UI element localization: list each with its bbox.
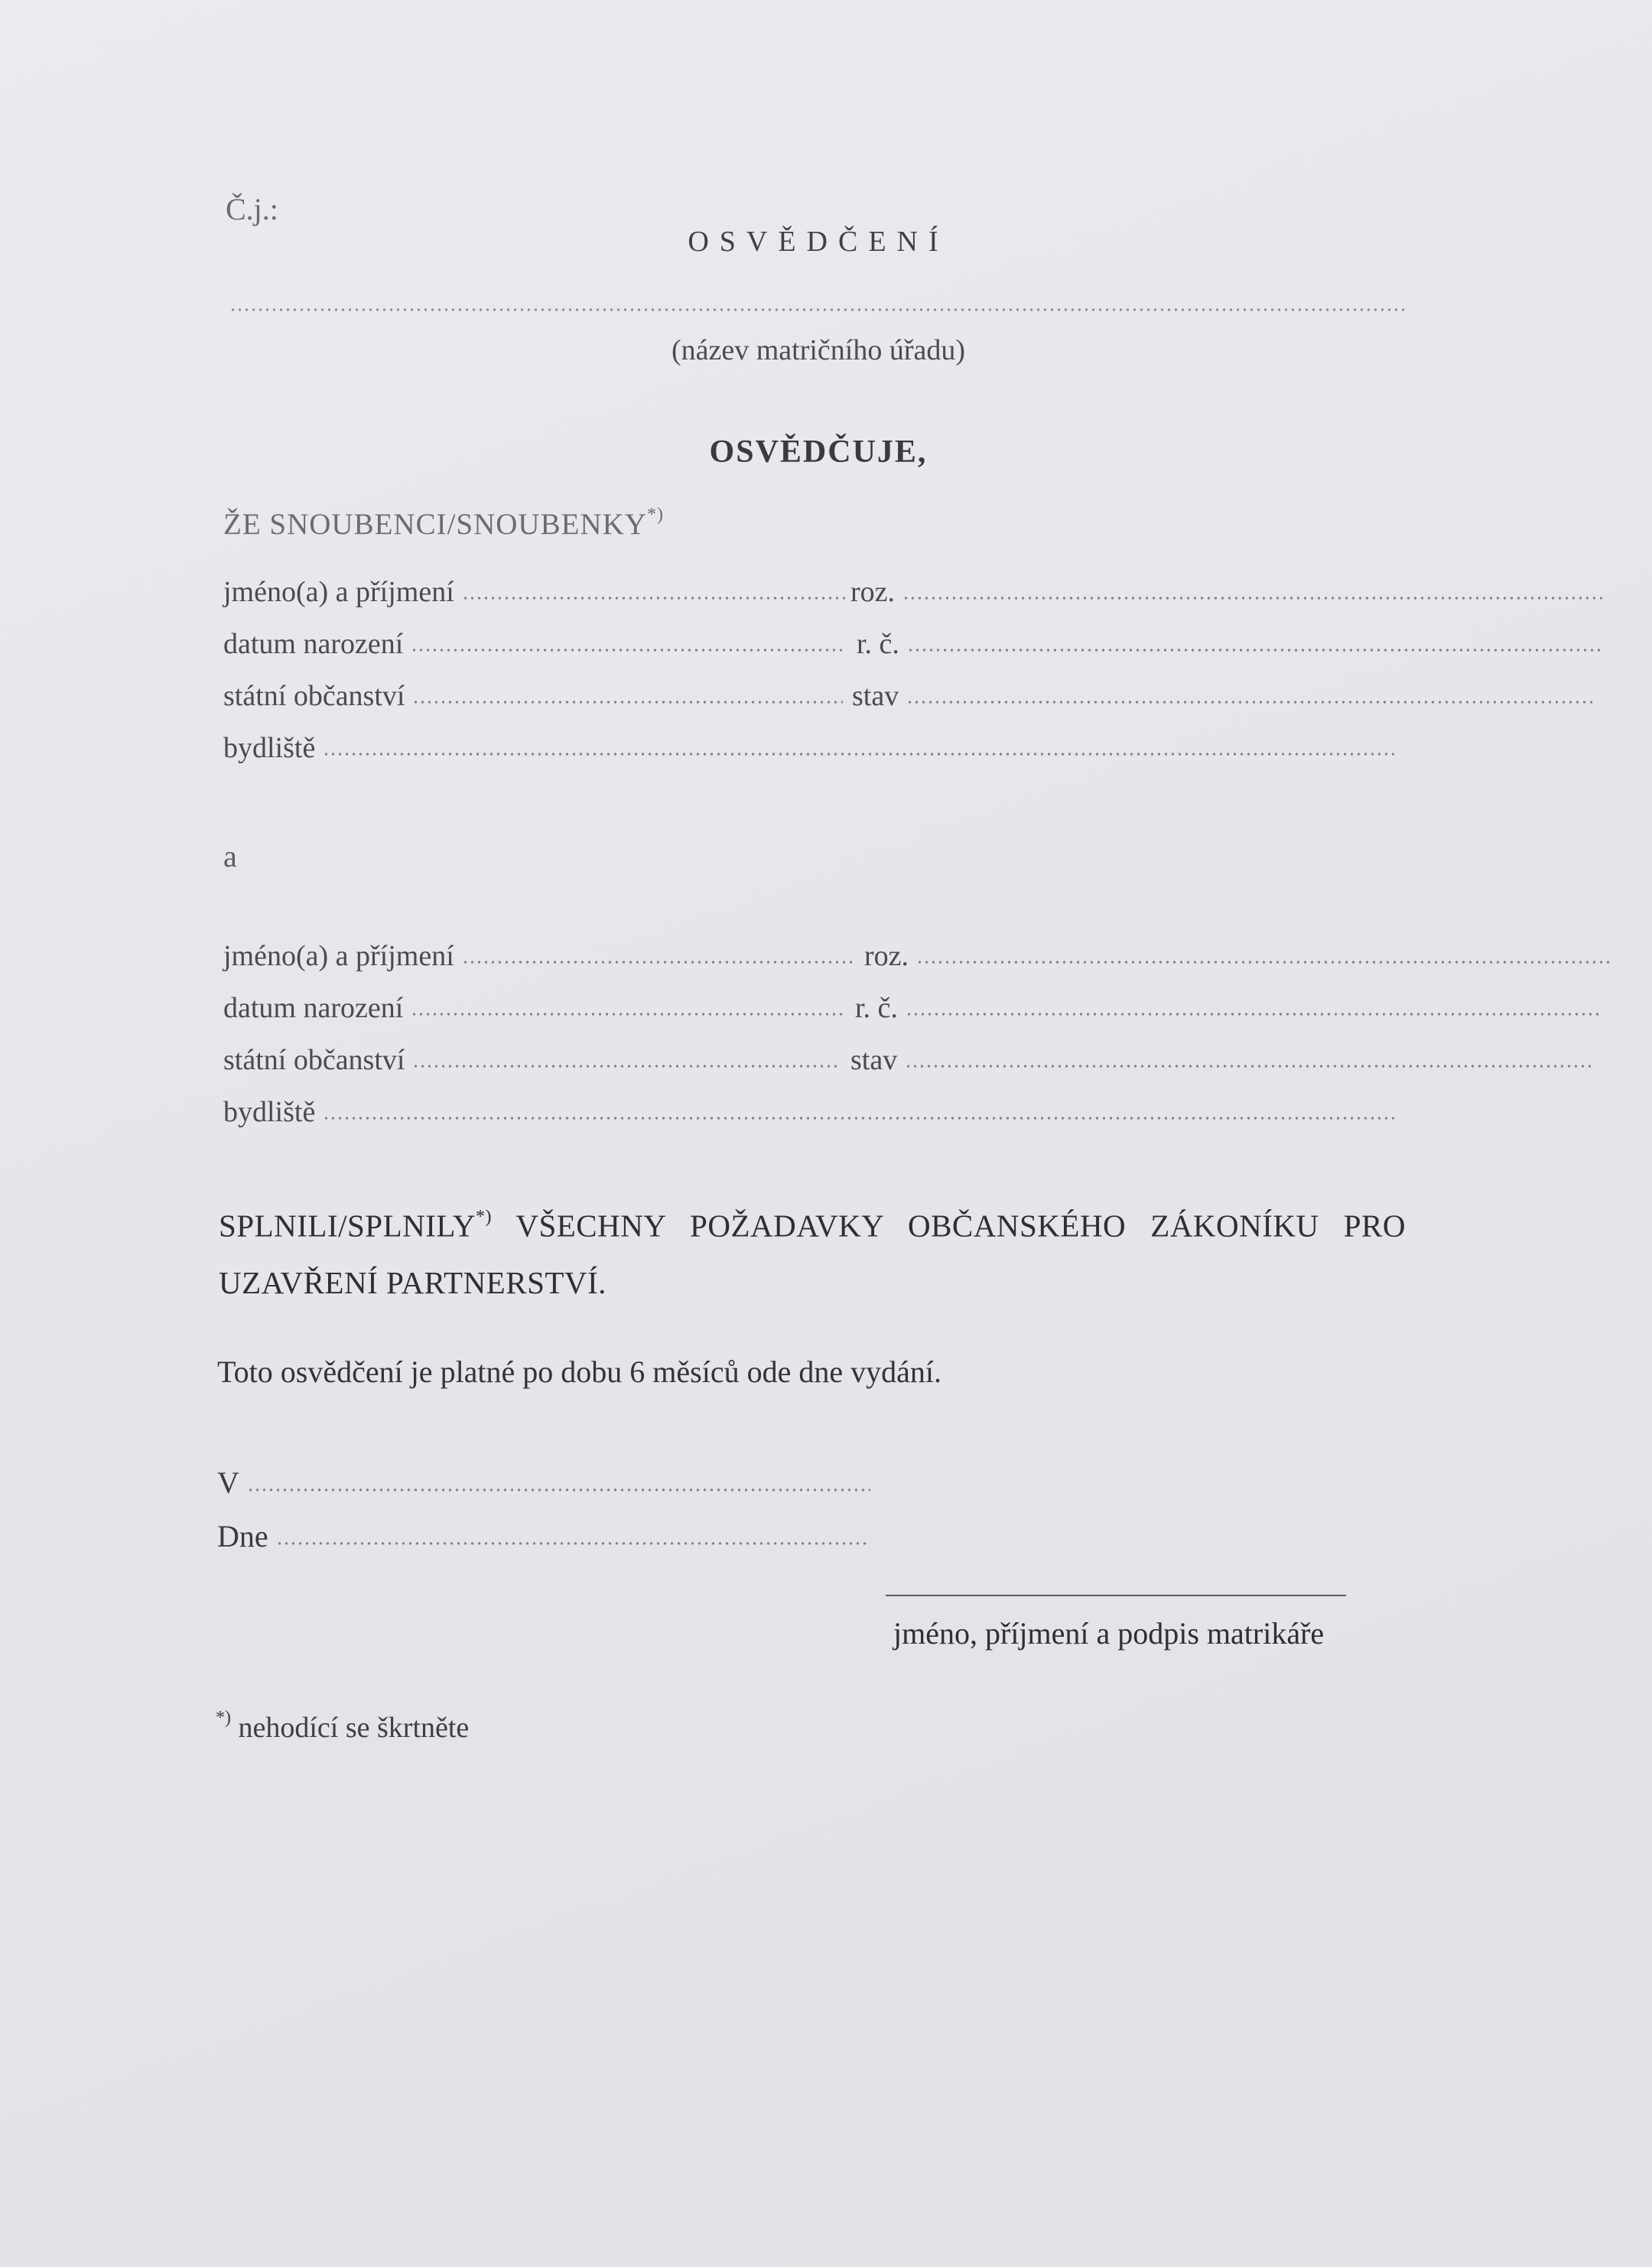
person1-birthdate-field: [411, 647, 846, 653]
document-title: OSVĚDČENÍ: [688, 226, 949, 258]
requirements-text-start: SPLNILI/SPLNILY: [219, 1208, 476, 1244]
requirements-statement: [219, 1192, 1406, 1311]
person1-birthnumber-field: [907, 647, 1603, 653]
person1-name-row: [223, 575, 1409, 618]
place-field: [247, 1487, 870, 1493]
validity-statement: Toto osvědčení je platné po dobu 6 měsíců ode dne vydání.: [217, 1355, 941, 1389]
signature-caption: jméno, příjmení a podpis matrikáře: [893, 1616, 1325, 1651]
date-label: Dne: [217, 1519, 268, 1553]
person1-residence-field: [323, 751, 1397, 757]
person2-birthnumber-field: [906, 1011, 1602, 1017]
person2-residence-field: [323, 1115, 1397, 1121]
office-name-field: [229, 302, 1407, 317]
person2-citizenship-label: státní občanství: [223, 1044, 405, 1076]
office-name-caption: (název matričního úřadu): [671, 334, 966, 366]
person2-birthnumber-label: r. č.: [855, 992, 898, 1024]
person1-citizenship-field: [412, 699, 843, 705]
person1-birthname-label: roz.: [850, 576, 896, 608]
person2-birthname-field: [916, 959, 1611, 965]
person1-birthname-field: [902, 595, 1605, 601]
person2-name-row: [223, 939, 1409, 982]
couple-heading-text: ŽE SNOUBENCI/SNOUBENKY: [223, 508, 647, 541]
place-label: V: [217, 1465, 239, 1500]
person1-citizenship-row: [223, 679, 1409, 722]
person2-birthname-label: roz.: [864, 940, 909, 972]
requirements-footnote-mark: *): [475, 1207, 492, 1227]
reference-number-label: Č.j.:: [226, 192, 278, 226]
person1-citizenship-label: státní občanství: [223, 680, 405, 712]
person1-birthnumber-label: r. č.: [857, 628, 899, 660]
person2-residence-label: bydliště: [223, 1096, 316, 1128]
person2-birthdate-label: datum narození: [223, 992, 404, 1024]
person2-residence-row: [223, 1095, 1409, 1138]
person2-status-field: [905, 1063, 1592, 1069]
person1-status-field: [906, 699, 1594, 705]
person1-name-label: jméno(a) a příjmení: [223, 576, 454, 608]
footnote: [216, 1708, 470, 1745]
person2-status-label: stav: [850, 1044, 898, 1076]
date-field: [276, 1540, 870, 1547]
person2-birthdate-row: [223, 991, 1409, 1034]
person1-residence-row: [223, 731, 1409, 774]
footnote-mark: *): [216, 1708, 231, 1729]
couple-heading-footnote-mark: *): [646, 505, 664, 525]
signature-line: [886, 1595, 1346, 1596]
document-subtitle: OSVĚDČUJE,: [709, 434, 928, 470]
person2-name-label: jméno(a) a příjmení: [223, 940, 454, 972]
person2-birthdate-field: [411, 1011, 846, 1017]
person1-name-field: [462, 595, 846, 601]
footnote-text: nehodící se škrtněte: [231, 1712, 470, 1744]
person1-status-label: stav: [852, 680, 899, 712]
date-row: [217, 1518, 875, 1554]
requirements-text-end: VŠECHNY POŽADAVKY OBČANSKÉHO ZÁKONÍKU PRO UZAVŘENÍ PARTNERSTVÍ.: [219, 1208, 1406, 1300]
person2-citizenship-row: [223, 1043, 1409, 1086]
place-row: [217, 1465, 875, 1501]
person1-birthdate-row: [223, 627, 1409, 670]
person2-name-field: [462, 959, 854, 965]
person1-residence-label: bydliště: [223, 732, 316, 764]
person2-citizenship-field: [412, 1063, 841, 1069]
couple-heading: [223, 507, 664, 542]
conjunction-text: a: [223, 839, 237, 873]
person1-birthdate-label: datum narození: [223, 628, 404, 660]
